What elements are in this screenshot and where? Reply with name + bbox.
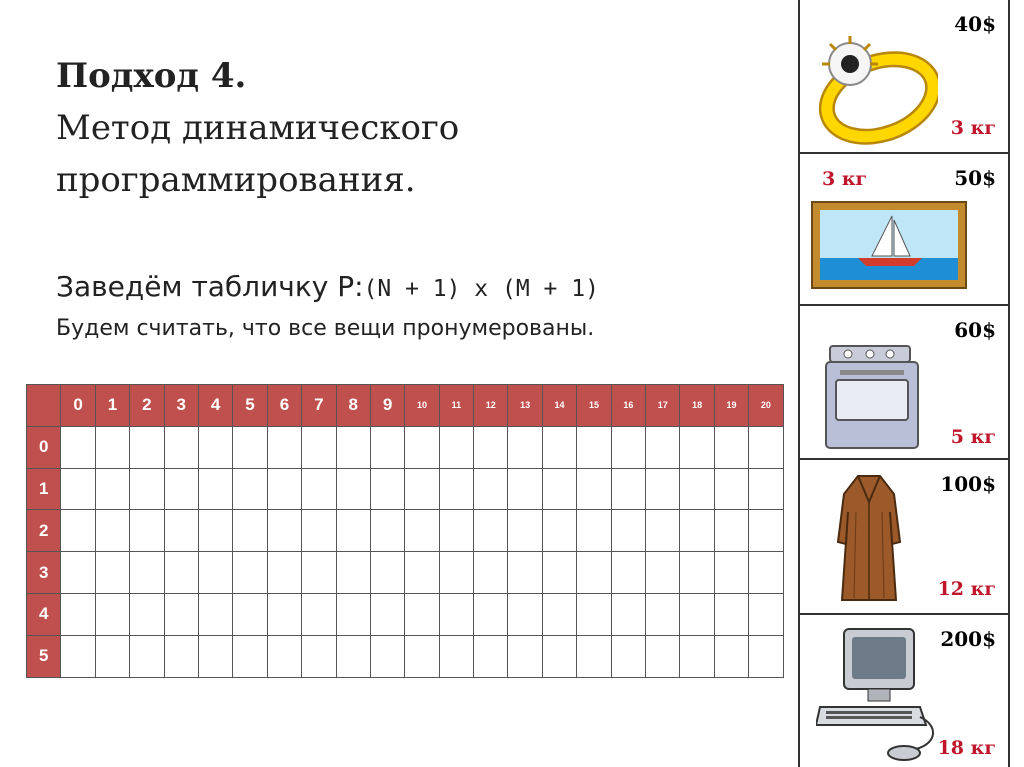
table-cell [646, 552, 680, 594]
item-weight: 12 кг [937, 578, 996, 600]
item-price: 100$ [940, 472, 996, 496]
table-cell [267, 635, 301, 677]
table-cell [611, 552, 645, 594]
table-cell [370, 552, 404, 594]
column-header: 10 [405, 385, 439, 427]
table-cell [198, 635, 232, 677]
table-cell [680, 468, 714, 510]
item-picture [800, 154, 1008, 306]
item-price: 50$ [954, 166, 996, 190]
table-cell [542, 510, 576, 552]
table-cell [198, 468, 232, 510]
table-cell [749, 426, 783, 468]
row-header: 5 [27, 635, 61, 677]
table-cell [405, 468, 439, 510]
table-cell [508, 593, 542, 635]
table-cell [714, 635, 748, 677]
items-panel [798, 0, 1010, 767]
table-cell [714, 510, 748, 552]
table-cell [336, 635, 370, 677]
table-cell [130, 510, 164, 552]
table-cell [95, 593, 129, 635]
table-cell [542, 593, 576, 635]
table-cell [336, 593, 370, 635]
table-corner-cell [27, 385, 61, 427]
table-cell [646, 426, 680, 468]
row-header: 2 [27, 510, 61, 552]
column-header: 5 [233, 385, 267, 427]
table-cell [267, 510, 301, 552]
table-cell [336, 426, 370, 468]
table-cell [405, 552, 439, 594]
approach-heading: Подход 4. [56, 56, 247, 96]
item-computer [800, 615, 1008, 767]
slide-title [56, 50, 459, 206]
column-header: 1 [95, 385, 129, 427]
dp-table [26, 384, 784, 678]
table-header-row [27, 385, 784, 427]
table-cell [61, 510, 95, 552]
table-cell [198, 593, 232, 635]
table-cell [198, 426, 232, 468]
table-cell [474, 552, 508, 594]
table-cell [61, 635, 95, 677]
table-cell [130, 552, 164, 594]
table-cell [336, 510, 370, 552]
stove-icon [822, 342, 922, 452]
table-cell [577, 426, 611, 468]
table-cell [336, 468, 370, 510]
column-header: 3 [164, 385, 198, 427]
table-definition-prefix: Заведём табличку P: [56, 270, 364, 303]
table-cell [164, 552, 198, 594]
item-weight: 18 кг [937, 737, 996, 759]
table-cell [61, 468, 95, 510]
row-header: 4 [27, 593, 61, 635]
table-cell [302, 635, 336, 677]
table-cell [267, 552, 301, 594]
table-row [27, 468, 784, 510]
table-cell [370, 426, 404, 468]
method-title-line1: Метод динамического [56, 108, 460, 148]
numbering-note: Будем считать, что все вещи пронумерованы. [56, 316, 595, 341]
column-header: 11 [439, 385, 473, 427]
table-cell [233, 593, 267, 635]
table-cell [680, 593, 714, 635]
table-cell [164, 635, 198, 677]
table-row [27, 635, 784, 677]
table-cell [508, 552, 542, 594]
item-weight: 3 кг [822, 168, 868, 190]
table-cell [474, 468, 508, 510]
table-cell [439, 510, 473, 552]
column-header: 20 [749, 385, 783, 427]
table-cell [405, 510, 439, 552]
table-cell [646, 510, 680, 552]
column-header: 9 [370, 385, 404, 427]
table-row [27, 510, 784, 552]
table-cell [61, 426, 95, 468]
table-cell [474, 426, 508, 468]
table-cell [749, 593, 783, 635]
table-cell [680, 552, 714, 594]
coat-icon [834, 472, 904, 604]
table-cell [405, 635, 439, 677]
table-cell [714, 426, 748, 468]
table-cell [267, 426, 301, 468]
table-cell [95, 426, 129, 468]
table-cell [198, 510, 232, 552]
column-header: 0 [61, 385, 95, 427]
column-header: 13 [508, 385, 542, 427]
table-cell [611, 510, 645, 552]
column-header: 7 [302, 385, 336, 427]
column-header: 16 [611, 385, 645, 427]
table-cell [130, 426, 164, 468]
computer-icon [816, 625, 946, 763]
table-cell [577, 510, 611, 552]
table-cell [439, 593, 473, 635]
table-cell [370, 593, 404, 635]
row-header: 1 [27, 468, 61, 510]
table-cell [302, 593, 336, 635]
table-cell [646, 468, 680, 510]
table-row [27, 552, 784, 594]
method-title-line2: программирования. [56, 160, 416, 200]
table-cell [439, 552, 473, 594]
table-cell [370, 510, 404, 552]
column-header: 17 [646, 385, 680, 427]
table-cell [646, 593, 680, 635]
table-cell [233, 552, 267, 594]
table-cell [130, 593, 164, 635]
column-header: 19 [714, 385, 748, 427]
table-cell [95, 552, 129, 594]
table-cell [714, 593, 748, 635]
table-cell [611, 593, 645, 635]
item-stove [800, 306, 1008, 460]
table-cell [474, 593, 508, 635]
table-cell [439, 635, 473, 677]
ring-icon [808, 30, 938, 145]
picture-icon [810, 200, 970, 292]
table-cell [680, 426, 714, 468]
table-cell [61, 593, 95, 635]
table-cell [611, 468, 645, 510]
table-cell [680, 510, 714, 552]
table-cell [233, 468, 267, 510]
table-cell [542, 552, 576, 594]
column-header: 6 [267, 385, 301, 427]
column-header: 2 [130, 385, 164, 427]
item-price: 60$ [954, 318, 996, 342]
table-cell [542, 426, 576, 468]
table-cell [714, 468, 748, 510]
table-cell [370, 635, 404, 677]
table-cell [61, 552, 95, 594]
table-cell [680, 635, 714, 677]
table-formula: (N + 1) x (M + 1) [363, 276, 599, 302]
item-coat [800, 460, 1008, 615]
table-cell [164, 468, 198, 510]
column-header: 18 [680, 385, 714, 427]
table-cell [577, 468, 611, 510]
table-cell [577, 552, 611, 594]
column-header: 14 [542, 385, 576, 427]
column-header: 8 [336, 385, 370, 427]
table-cell [370, 468, 404, 510]
table-cell [749, 635, 783, 677]
table-cell [439, 426, 473, 468]
table-row [27, 426, 784, 468]
table-cell [267, 468, 301, 510]
table-cell [542, 635, 576, 677]
table-cell [233, 510, 267, 552]
table-cell [336, 552, 370, 594]
table-cell [164, 426, 198, 468]
table-cell [749, 510, 783, 552]
table-cell [267, 593, 301, 635]
table-cell [233, 426, 267, 468]
table-cell [164, 593, 198, 635]
table-cell [405, 593, 439, 635]
item-price: 40$ [954, 12, 996, 36]
table-cell [95, 510, 129, 552]
table-cell [302, 426, 336, 468]
table-cell [508, 635, 542, 677]
table-cell [542, 468, 576, 510]
item-price: 200$ [940, 627, 996, 651]
table-cell [130, 468, 164, 510]
table-cell [302, 510, 336, 552]
table-cell [646, 635, 680, 677]
table-cell [164, 510, 198, 552]
table-cell [95, 635, 129, 677]
table-cell [198, 552, 232, 594]
table-cell [577, 593, 611, 635]
table-cell [714, 552, 748, 594]
column-header: 12 [474, 385, 508, 427]
table-cell [439, 468, 473, 510]
table-definition [56, 262, 599, 314]
table-row [27, 593, 784, 635]
table-cell [749, 552, 783, 594]
table-cell [233, 635, 267, 677]
table-cell [405, 426, 439, 468]
table-cell [611, 426, 645, 468]
row-header: 3 [27, 552, 61, 594]
column-header: 4 [198, 385, 232, 427]
item-weight: 5 кг [950, 426, 996, 448]
table-cell [577, 635, 611, 677]
table-cell [508, 510, 542, 552]
column-header: 15 [577, 385, 611, 427]
table-cell [474, 510, 508, 552]
table-cell [95, 468, 129, 510]
intro-text [56, 262, 599, 344]
table-cell [130, 635, 164, 677]
table-cell [749, 468, 783, 510]
item-ring [800, 0, 1008, 154]
table-cell [611, 635, 645, 677]
table-cell [302, 552, 336, 594]
item-weight: 3 кг [950, 117, 996, 139]
row-header: 0 [27, 426, 61, 468]
table-cell [508, 468, 542, 510]
table-cell [474, 635, 508, 677]
table-cell [508, 426, 542, 468]
table-cell [302, 468, 336, 510]
